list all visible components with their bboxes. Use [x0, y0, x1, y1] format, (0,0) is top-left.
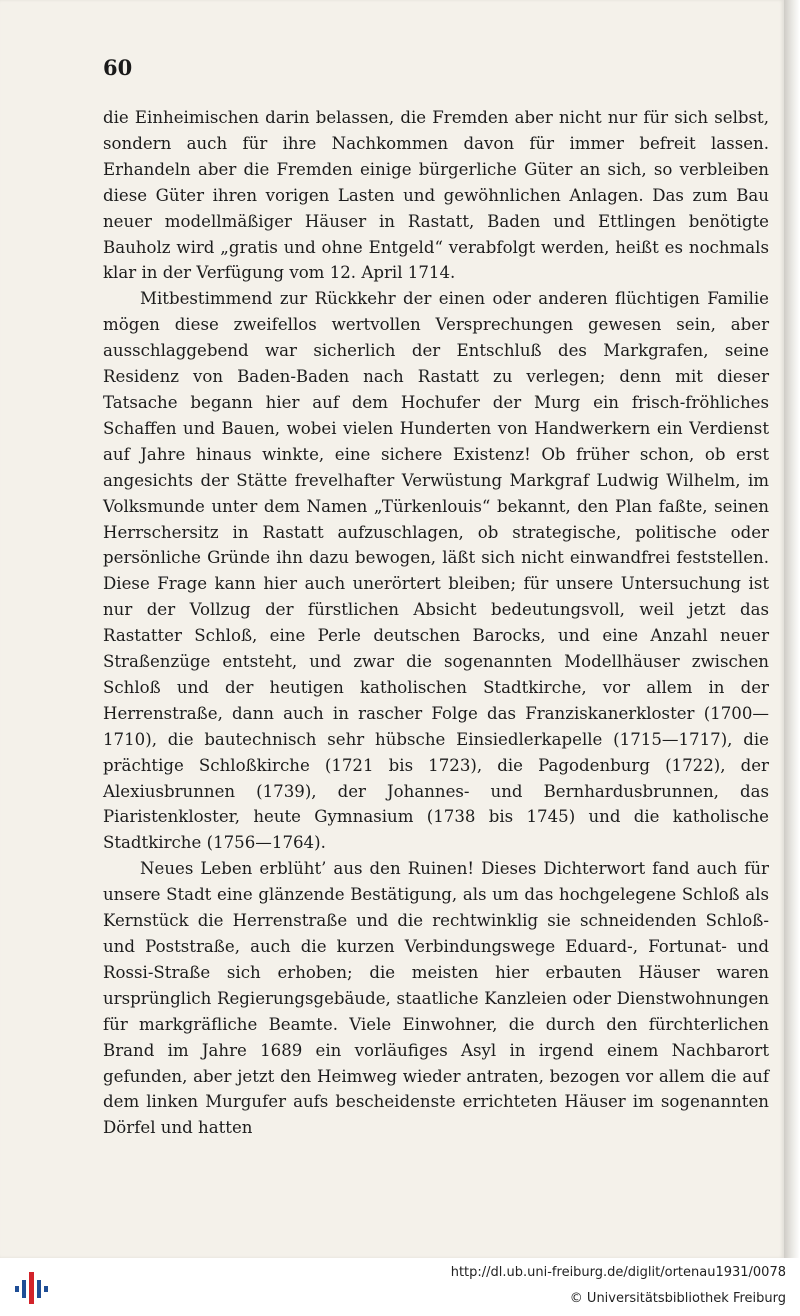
paragraph-3: Neues Leben erblüht’ aus den Ruinen! Dieses Dichterwort fand auch für unsere Stadt eine glänzende Bestätigung, als um das hochgelegene Schloß als Kernstück die Herrenstraße und die rechtwinklig sie schneidenden Schloß- und Poststraße, auch die kurzen Verbindungswege Eduard-, Fortunat- und Rossi-Straße sich erhoben; die meisten hier erbauten Häuser waren ursprünglich Regierungsgebäude, staatliche Kanzleien oder Dienstwohnungen für markgräfliche Beamte. Viele Einwohner, die durch den fürchterlichen Brand im Jahre 1689 ein vorläufiges Asyl in irgend einem Nachbarort gefunden, aber jetzt den Heimweg wieder antraten, bezogen vor allem die auf dem linken Murgufer aufs bescheidenste errichteten Häuser im sogenannten Dörfel und hatten — [103, 859, 769, 1138]
paragraph-2: Mitbestimmend zur Rückkehr der einen oder anderen flüchtigen Familie mögen diese zweifellos wertvollen Versprechungen gewesen sein, aber ausschlaggebend war sicherlich der Entschluß des Markgrafen, seine Residenz von Baden-Baden nach Rastatt zu verlegen; denn mit dieser Tatsache begann hier auf dem Hochufer der Murg ein frisch-fröhliches Schaffen und Bauen, wobei vielen Hunderten von Handwerkern ein Verdienst auf Jahre hinaus winkte, eine sichere Existenz! Ob früher schon, ob erst angesichts der Stätte frevelhafter Verwüstung Markgraf Ludwig Wilhelm, im Volksmunde unter dem Namen „Türkenlouis“ bekannt, den Plan faßte, seinen Herrschersitz in Rastatt aufzuschlagen, ob strategische, politische oder persönliche Gründe ihn dazu bewogen, läßt sich nicht einwandfrei feststellen. Diese Frage kann hier auch unerörtert bleiben; für unsere Untersuchung ist nur der Vollzug der fürstlichen Absicht bedeutungsvoll, weil jetzt das Rastatter Schloß, eine Perle deutschen Barocks, und eine Anzahl neuer Straßenzüge entsteht, und zwar die sogenannten Modellhäuser zwischen Schloß und der heutigen katholischen Stadtkirche, vor allem in der Herrenstraße, dann auch in rascher Folge das Franziskanerkloster (1700—1710), die bautechnisch sehr hübsche Einsiedlerkapelle (1715—1717), die prächtige Schloßkirche (1721 bis 1723), die Pagodenburg (1722), der Alexiusbrunnen (1739), der Johannes- und Bernhardusbrunnen, das Piaristenkloster, heute Gymnasium (1738 bis 1745) und die katholische Stadtkirche (1756—1764). — [103, 289, 769, 853]
page-edge — [784, 0, 800, 1258]
paragraph-1: die Einheimischen darin belassen, die Fremden aber nicht nur für sich selbst, sondern auch für ihre Nachkommen davon für immer befreit lassen. Erhandeln aber die Fremden einige bürgerliche Güter an sich, so verbleiben diese Güter ihren vorigen Lasten und gewöhnlichen Anlagen. Das zum Bau neuer modellmäßiger Häuser in Rastatt, Baden und Ettlingen benötigte Bauholz wird „gratis und ohne Entgeld“ verabfolgt werden, heißt es nochmals klar in der Verfügung vom 12. April 1714. — [103, 108, 769, 283]
ub-freiburg-logo-icon — [14, 1270, 50, 1306]
body-text — [103, 105, 769, 1141]
copyright-notice: © Universitätsbibliothek Freiburg — [569, 1291, 786, 1306]
page-number: 60 — [103, 55, 133, 80]
source-url-link[interactable]: http://dl.ub.uni-freiburg.de/diglit/ortenau1931/0078 — [450, 1265, 786, 1280]
footer — [0, 1258, 800, 1316]
